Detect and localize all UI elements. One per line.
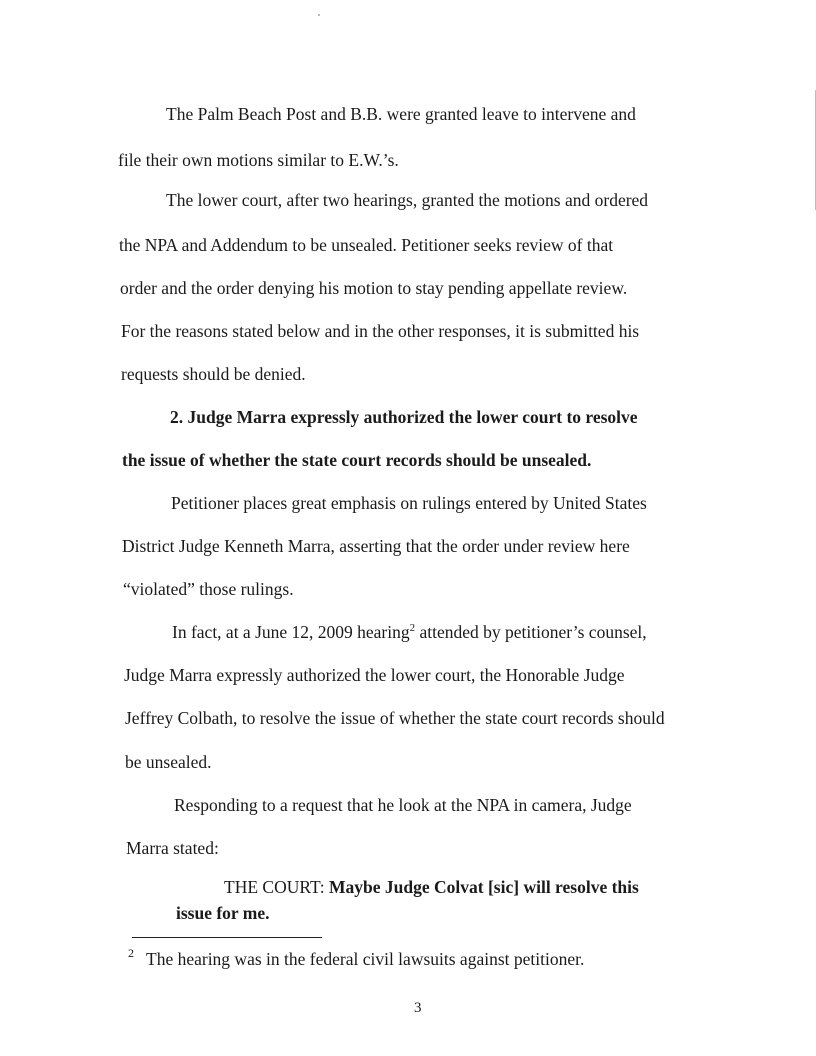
body-line: Judge Marra expressly authorized the lower court, the Honorable Judge: [124, 665, 625, 685]
footnote-reference: 2: [409, 622, 416, 635]
quote-text: Maybe Judge Colvat [sic] will resolve this: [329, 877, 639, 897]
body-line: requests should be denied.: [121, 364, 306, 384]
body-line: For the reasons stated below and in the other responses, it is submitted his: [121, 321, 640, 341]
body-line: Marra stated:: [126, 838, 219, 858]
body-line: The Palm Beach Post and B.B. were granted leave to intervene and: [166, 104, 636, 124]
body-text: In fact, at a June 12, 2009 hearing: [172, 622, 410, 642]
body-line: Jeffrey Colbath, to resolve the issue of whether the state court records should: [125, 708, 665, 728]
scan-mark: [318, 14, 320, 16]
footnote-divider: [132, 937, 322, 938]
block-quote: [224, 877, 639, 897]
body-line: “violated” those rulings.: [123, 579, 294, 599]
quote-speaker: THE COURT:: [224, 877, 330, 897]
body-line: order and the order denying his motion to stay pending appellate review.: [120, 278, 628, 298]
body-text: attended by petitioner’s counsel,: [415, 622, 647, 642]
body-line: Responding to a request that he look at the NPA in camera, Judge: [174, 795, 632, 815]
body-line: file their own motions similar to E.W.’s.: [118, 150, 399, 170]
body-line: be unsealed.: [125, 752, 212, 772]
body-line: the NPA and Addendum to be unsealed. Petitioner seeks review of that: [119, 235, 614, 255]
footnote-number: 2: [128, 946, 134, 960]
body-line: The lower court, after two hearings, granted the motions and ordered: [166, 190, 649, 210]
footnote-text: The hearing was in the federal civil lawsuits against petitioner.: [146, 949, 585, 969]
section-heading: the issue of whether the state court records should be unsealed.: [122, 450, 592, 470]
body-line: District Judge Kenneth Marra, asserting that the order under review here: [122, 536, 630, 556]
quote-text: issue for me.: [176, 903, 270, 923]
body-line: [172, 622, 647, 642]
section-heading: 2. Judge Marra expressly authorized the lower court to resolve: [170, 407, 638, 427]
body-line: Petitioner places great emphasis on rulings entered by United States: [171, 493, 647, 513]
page-number: 3: [414, 1000, 422, 1016]
